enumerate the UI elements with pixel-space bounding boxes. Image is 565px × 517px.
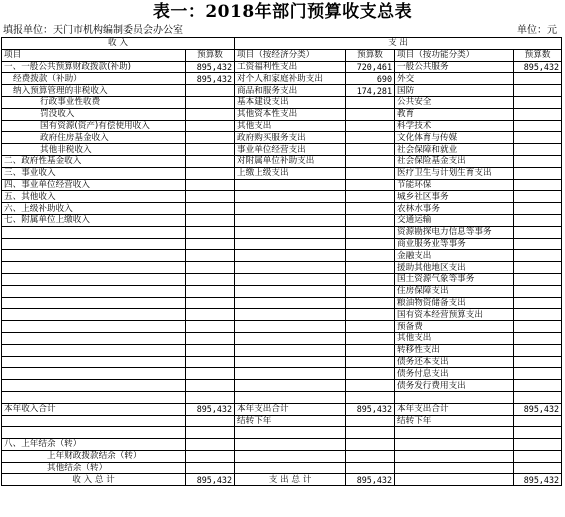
econ-item-cell: 上缴上级支出 <box>235 167 346 179</box>
econ-item-cell <box>235 214 346 226</box>
func-item-cell: 教育 <box>395 108 514 120</box>
table-row <box>2 250 562 262</box>
func-budget-cell <box>514 179 562 191</box>
income-budget-cell <box>186 144 235 156</box>
econ-budget-cell <box>346 332 395 344</box>
table-row <box>2 450 562 462</box>
econ-item-cell: 对个人和家庭补助支出 <box>235 73 346 85</box>
func-budget-cell <box>514 85 562 97</box>
econ-budget-cell <box>346 262 395 274</box>
econ-item-cell <box>235 391 346 403</box>
income-budget-cell <box>186 332 235 344</box>
income-item-cell: 八、上年结余（转） <box>2 439 186 451</box>
econ-item-cell <box>235 332 346 344</box>
func-budget-cell <box>514 132 562 144</box>
econ-item-cell: 商品和服务支出 <box>235 85 346 97</box>
income-budget-cell <box>186 344 235 356</box>
econ-item-cell: 对附属单位补助支出 <box>235 155 346 167</box>
func-item-cell: 农林水事务 <box>395 203 514 215</box>
table-row <box>2 262 562 274</box>
func-item-cell <box>395 391 514 403</box>
func-item-cell: 转移性支出 <box>395 344 514 356</box>
econ-budget-cell <box>346 226 395 238</box>
income-item-cell: 六、上级补助收入 <box>2 203 186 215</box>
econ-item-cell <box>235 380 346 392</box>
econ-item-cell: 工资福利性支出 <box>235 61 346 73</box>
income-budget-cell <box>186 309 235 321</box>
income-budget-cell: 895,432 <box>186 61 235 73</box>
col-header-budget: 预算数 <box>186 49 235 61</box>
func-item-cell: 公共安全 <box>395 96 514 108</box>
econ-budget-cell <box>346 191 395 203</box>
income-item-cell <box>2 427 186 439</box>
income-budget-cell <box>186 214 235 226</box>
func-item-cell: 债务付息支出 <box>395 368 514 380</box>
income-item-cell: 一、一般公共预算财政拨款(补助) <box>2 61 186 73</box>
income-item-cell <box>2 297 186 309</box>
income-item-cell <box>2 262 186 274</box>
income-item-cell <box>2 415 186 427</box>
econ-budget-cell: 720,461 <box>346 61 395 73</box>
income-budget-cell <box>186 238 235 250</box>
func-item-cell: 住房保障支出 <box>395 285 514 297</box>
table-row <box>2 120 562 132</box>
income-item-cell: 纳入预算管理的非税收入 <box>2 85 186 97</box>
income-budget-cell <box>186 439 235 451</box>
income-item-cell <box>2 273 186 285</box>
func-budget-cell <box>514 285 562 297</box>
table-row <box>2 226 562 238</box>
func-budget-cell <box>514 155 562 167</box>
table-row <box>2 380 562 392</box>
col-header-func: 项目（按功能分类） <box>395 49 514 61</box>
econ-item-cell <box>235 309 346 321</box>
func-budget-cell <box>514 96 562 108</box>
func-item-cell: 结转下年 <box>395 415 514 427</box>
table-row <box>2 297 562 309</box>
func-budget-cell <box>514 391 562 403</box>
func-budget-cell <box>514 462 562 474</box>
func-budget-cell <box>514 214 562 226</box>
econ-item-cell <box>235 238 346 250</box>
econ-budget-cell <box>346 462 395 474</box>
econ-budget-cell: 690 <box>346 73 395 85</box>
income-budget-cell <box>186 191 235 203</box>
income-total-label: 收 入 总 计 <box>2 474 186 486</box>
income-item-cell <box>2 226 186 238</box>
table-row <box>2 108 562 120</box>
func-item-cell: 医疗卫生与计划生育支出 <box>395 167 514 179</box>
income-item-cell <box>2 238 186 250</box>
func-budget-cell <box>514 380 562 392</box>
econ-budget-cell <box>346 155 395 167</box>
func-item-cell: 其他支出 <box>395 332 514 344</box>
table-row <box>2 285 562 297</box>
col-header-budget: 预算数 <box>514 49 562 61</box>
income-budget-cell <box>186 368 235 380</box>
income-budget-cell <box>186 450 235 462</box>
func-budget-cell <box>514 297 562 309</box>
econ-budget-cell <box>346 439 395 451</box>
econ-budget-cell <box>346 415 395 427</box>
econ-budget-cell <box>346 391 395 403</box>
income-header: 收 入 <box>2 38 235 50</box>
func-item-cell: 城乡社区事务 <box>395 191 514 203</box>
table-row <box>2 415 562 427</box>
econ-item-cell: 政府购买服务支出 <box>235 132 346 144</box>
func-budget-cell <box>514 427 562 439</box>
income-budget-cell <box>186 250 235 262</box>
table-row <box>2 191 562 203</box>
income-item-cell: 行政事业性收费 <box>2 96 186 108</box>
econ-item-cell <box>235 191 346 203</box>
func-item-cell: 债务还本支出 <box>395 356 514 368</box>
income-budget-cell <box>186 321 235 333</box>
func-item-cell: 社会保险基金支出 <box>395 155 514 167</box>
func-item-cell: 商业服务业等事务 <box>395 238 514 250</box>
income-item-cell: 经费拨款（补助） <box>2 73 186 85</box>
filler-unit-label: 填报单位：天门市机构编制委员会办公室 <box>3 25 183 36</box>
income-budget-cell <box>186 85 235 97</box>
col-header-item: 项目 <box>2 49 186 61</box>
income-budget-cell <box>186 179 235 191</box>
econ-budget-cell <box>346 297 395 309</box>
func-budget-cell <box>514 203 562 215</box>
econ-item-cell: 事业单位经营支出 <box>235 144 346 156</box>
income-budget-cell <box>186 167 235 179</box>
econ-budget-cell <box>346 285 395 297</box>
income-budget-cell <box>186 226 235 238</box>
econ-budget-cell <box>346 368 395 380</box>
table-row <box>2 203 562 215</box>
func-total-value: 895,432 <box>514 474 562 486</box>
income-item-cell: 其他非税收入 <box>2 144 186 156</box>
econ-budget-cell <box>346 273 395 285</box>
econ-budget-cell <box>346 380 395 392</box>
econ-item-cell <box>235 368 346 380</box>
econ-budget-cell <box>346 321 395 333</box>
func-budget-cell <box>514 191 562 203</box>
income-budget-cell <box>186 203 235 215</box>
income-budget-cell: 895,432 <box>186 73 235 85</box>
income-item-cell: 上年财政拨款结余（转） <box>2 450 186 462</box>
col-header-budget: 预算数 <box>346 49 395 61</box>
table-row <box>2 462 562 474</box>
table-row <box>2 73 562 85</box>
func-item-cell <box>395 450 514 462</box>
func-budget-cell: 895,432 <box>514 61 562 73</box>
expend-total-value: 895,432 <box>346 474 395 486</box>
income-item-cell <box>2 309 186 321</box>
econ-budget-cell <box>346 309 395 321</box>
income-budget-cell <box>186 132 235 144</box>
table-row <box>2 403 562 415</box>
table-row <box>2 368 562 380</box>
func-budget-cell <box>514 238 562 250</box>
econ-budget-cell <box>346 238 395 250</box>
table-row <box>2 309 562 321</box>
econ-item-cell <box>235 450 346 462</box>
econ-budget-cell <box>346 356 395 368</box>
econ-item-cell <box>235 344 346 356</box>
econ-budget-cell <box>346 203 395 215</box>
income-budget-cell <box>186 380 235 392</box>
econ-budget-cell <box>346 167 395 179</box>
income-item-cell <box>2 285 186 297</box>
func-budget-cell <box>514 250 562 262</box>
income-item-cell <box>2 332 186 344</box>
func-item-cell: 文化体育与传媒 <box>395 132 514 144</box>
econ-budget-cell <box>346 214 395 226</box>
econ-item-cell <box>235 439 346 451</box>
grand-total-row <box>2 474 562 486</box>
table-row <box>2 144 562 156</box>
func-budget-cell <box>514 273 562 285</box>
income-budget-cell <box>186 297 235 309</box>
func-budget-cell <box>514 450 562 462</box>
func-budget-cell <box>514 144 562 156</box>
econ-item-cell <box>235 356 346 368</box>
econ-budget-cell <box>346 96 395 108</box>
income-budget-cell <box>186 155 235 167</box>
income-item-cell: 二、政府性基金收入 <box>2 155 186 167</box>
income-item-cell <box>2 380 186 392</box>
func-budget-cell <box>514 415 562 427</box>
func-item-cell <box>395 427 514 439</box>
func-budget-cell <box>514 120 562 132</box>
func-budget-cell <box>514 332 562 344</box>
expenditure-header: 支 出 <box>235 38 562 50</box>
income-item-cell: 国有资源(资产)有偿使用收入 <box>2 120 186 132</box>
func-budget-cell: 895,432 <box>514 403 562 415</box>
income-budget-cell: 895,432 <box>186 403 235 415</box>
func-item-cell <box>395 462 514 474</box>
income-item-cell: 七、附属单位上缴收入 <box>2 214 186 226</box>
func-item-cell: 社会保障和就业 <box>395 144 514 156</box>
table-row <box>2 321 562 333</box>
func-item-cell: 粮油物资储备支出 <box>395 297 514 309</box>
func-item-cell: 国土资源气象等事务 <box>395 273 514 285</box>
income-item-cell <box>2 368 186 380</box>
income-budget-cell <box>186 391 235 403</box>
econ-item-cell <box>235 250 346 262</box>
page-title: 表一：2018年部门预算收支总表 <box>152 2 413 22</box>
func-budget-cell <box>514 356 562 368</box>
econ-budget-cell <box>346 450 395 462</box>
table-row <box>2 167 562 179</box>
func-budget-cell <box>514 344 562 356</box>
func-budget-cell <box>514 439 562 451</box>
table-row <box>2 273 562 285</box>
income-budget-cell <box>186 120 235 132</box>
econ-budget-cell <box>346 344 395 356</box>
income-item-cell: 四、事业单位经营收入 <box>2 179 186 191</box>
col-header-econ: 项目（按经济分类） <box>235 49 346 61</box>
table-row <box>2 391 562 403</box>
income-item-cell <box>2 321 186 333</box>
func-budget-cell <box>514 262 562 274</box>
income-budget-cell <box>186 427 235 439</box>
table-row <box>2 344 562 356</box>
income-budget-cell <box>186 262 235 274</box>
econ-item-cell: 基本建设支出 <box>235 96 346 108</box>
table-row <box>2 61 562 73</box>
econ-item-cell <box>235 297 346 309</box>
econ-item-cell: 结转下年 <box>235 415 346 427</box>
table-row <box>2 96 562 108</box>
func-budget-cell <box>514 309 562 321</box>
income-item-cell <box>2 250 186 262</box>
income-item-cell: 三、事业收入 <box>2 167 186 179</box>
income-budget-cell <box>186 285 235 297</box>
econ-item-cell: 其他支出 <box>235 120 346 132</box>
econ-budget-cell <box>346 427 395 439</box>
income-budget-cell <box>186 108 235 120</box>
econ-item-cell <box>235 427 346 439</box>
table-row <box>2 155 562 167</box>
econ-item-cell <box>235 262 346 274</box>
econ-item-cell <box>235 179 346 191</box>
currency-unit-label: 单位：元 <box>517 25 557 36</box>
econ-item-cell: 本年支出合计 <box>235 403 346 415</box>
func-budget-cell <box>514 321 562 333</box>
econ-item-cell <box>235 321 346 333</box>
econ-budget-cell <box>346 179 395 191</box>
econ-budget-cell <box>346 144 395 156</box>
income-budget-cell <box>186 462 235 474</box>
header-row-columns <box>2 49 562 61</box>
income-item-cell: 五、其他收入 <box>2 191 186 203</box>
table-row <box>2 85 562 97</box>
income-item-cell: 政府住房基金收入 <box>2 132 186 144</box>
econ-budget-cell <box>346 132 395 144</box>
func-item-cell: 债务发行费用支出 <box>395 380 514 392</box>
income-budget-cell <box>186 273 235 285</box>
func-item-cell: 本年支出合计 <box>395 403 514 415</box>
func-item-cell: 预备费 <box>395 321 514 333</box>
income-item-cell <box>2 391 186 403</box>
income-total-value: 895,432 <box>186 474 235 486</box>
header-row-group <box>2 38 562 50</box>
func-total-label <box>395 474 514 486</box>
table-row <box>2 332 562 344</box>
func-budget-cell <box>514 167 562 179</box>
func-item-cell: 资源勘探电力信息等事务 <box>395 226 514 238</box>
func-item-cell: 节能环保 <box>395 179 514 191</box>
table-row <box>2 427 562 439</box>
table-row <box>2 439 562 451</box>
func-item-cell: 科学技术 <box>395 120 514 132</box>
func-item-cell: 国有资本经营预算支出 <box>395 309 514 321</box>
econ-item-cell <box>235 273 346 285</box>
econ-budget-cell <box>346 108 395 120</box>
econ-item-cell: 其他资本性支出 <box>235 108 346 120</box>
func-budget-cell <box>514 108 562 120</box>
table-row <box>2 214 562 226</box>
econ-item-cell <box>235 462 346 474</box>
func-item-cell: 一般公共服务 <box>395 61 514 73</box>
income-budget-cell <box>186 96 235 108</box>
table-row <box>2 132 562 144</box>
income-item-cell: 本年收入合计 <box>2 403 186 415</box>
func-item-cell: 国防 <box>395 85 514 97</box>
budget-table <box>1 37 562 486</box>
income-item-cell <box>2 356 186 368</box>
func-budget-cell <box>514 226 562 238</box>
income-budget-cell <box>186 415 235 427</box>
func-budget-cell <box>514 73 562 85</box>
func-item-cell: 金融支出 <box>395 250 514 262</box>
expend-total-label: 支 出 总 计 <box>235 474 346 486</box>
table-row <box>2 238 562 250</box>
table-row <box>2 179 562 191</box>
econ-budget-cell <box>346 120 395 132</box>
func-item-cell: 外交 <box>395 73 514 85</box>
func-item-cell: 援助其他地区支出 <box>395 262 514 274</box>
econ-item-cell <box>235 203 346 215</box>
econ-budget-cell: 174,281 <box>346 85 395 97</box>
table-row <box>2 356 562 368</box>
income-item-cell: 罚没收入 <box>2 108 186 120</box>
func-item-cell: 交通运输 <box>395 214 514 226</box>
func-budget-cell <box>514 368 562 380</box>
econ-item-cell <box>235 226 346 238</box>
econ-budget-cell: 895,432 <box>346 403 395 415</box>
income-budget-cell <box>186 356 235 368</box>
econ-item-cell <box>235 285 346 297</box>
income-item-cell: 其他结余（转） <box>2 462 186 474</box>
income-item-cell <box>2 344 186 356</box>
func-item-cell <box>395 439 514 451</box>
econ-budget-cell <box>346 250 395 262</box>
